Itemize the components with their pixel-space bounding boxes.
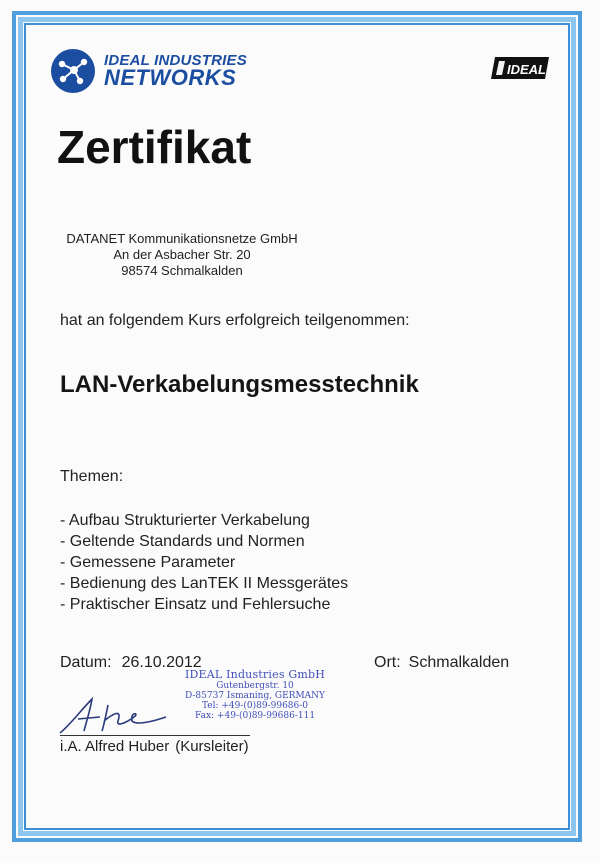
stamp-fax: Fax: +49-(0)89-99686-111 xyxy=(194,711,316,721)
company-stamp xyxy=(180,668,330,721)
stamp-tel: Tel: +49-(0)89-99686-0 xyxy=(201,701,309,711)
stamp-street: Gutenbergstr. 10 xyxy=(216,681,294,691)
place-row xyxy=(374,654,517,672)
certificate-title: Zertifikat xyxy=(57,121,252,173)
handwritten-signature xyxy=(56,695,176,735)
signer-role: (Kursleiter) xyxy=(175,738,249,755)
topic-item: - Aufbau Strukturierter Verkabelung xyxy=(60,512,310,529)
recipient-city: 98574 Schmalkalden xyxy=(121,263,243,278)
topic-item: - Gemessene Parameter xyxy=(60,554,236,571)
recipient-company: DATANET Kommunikationsnetze GmbH xyxy=(66,231,298,246)
ideal-networks-logo xyxy=(50,48,247,94)
topic-item: - Geltende Standards und Normen xyxy=(60,533,305,550)
topics-list xyxy=(60,510,348,615)
place-label: Ort: xyxy=(374,654,401,671)
topic-item: - Bedienung des LanTEK II Messgerätes xyxy=(60,575,349,592)
ideal-logo xyxy=(491,55,551,81)
signer xyxy=(60,738,255,755)
intro-text: hat an folgendem Kurs erfolgreich teilgenommen: xyxy=(60,312,410,329)
brand-line1: IDEAL INDUSTRIES xyxy=(104,52,247,69)
date-label: Datum: xyxy=(60,654,112,671)
network-globe-icon xyxy=(50,48,96,94)
topic-item: - Praktischer Einsatz und Fehlersuche xyxy=(60,596,331,613)
recipient-street: An der Asbacher Str. 20 xyxy=(113,247,251,262)
course-title: LAN-Verkabelungsmesstechnik xyxy=(60,371,419,398)
signer-name: i.A. Alfred Huber xyxy=(60,738,170,755)
topics-heading: Themen: xyxy=(60,468,124,485)
brand-line2: NETWORKS xyxy=(104,65,237,90)
recipient-address xyxy=(66,231,298,279)
stamp-company: IDEAL Industries GmbH xyxy=(184,668,326,681)
ideal-logo-text: IDEAL xyxy=(507,62,546,77)
date-value: 26.10.2012 xyxy=(121,654,202,671)
brand-wordmark xyxy=(104,53,247,89)
signature-line xyxy=(60,735,250,736)
place-value: Schmalkalden xyxy=(408,654,510,671)
stamp-city: D-85737 Ismaning, GERMANY xyxy=(184,691,325,701)
